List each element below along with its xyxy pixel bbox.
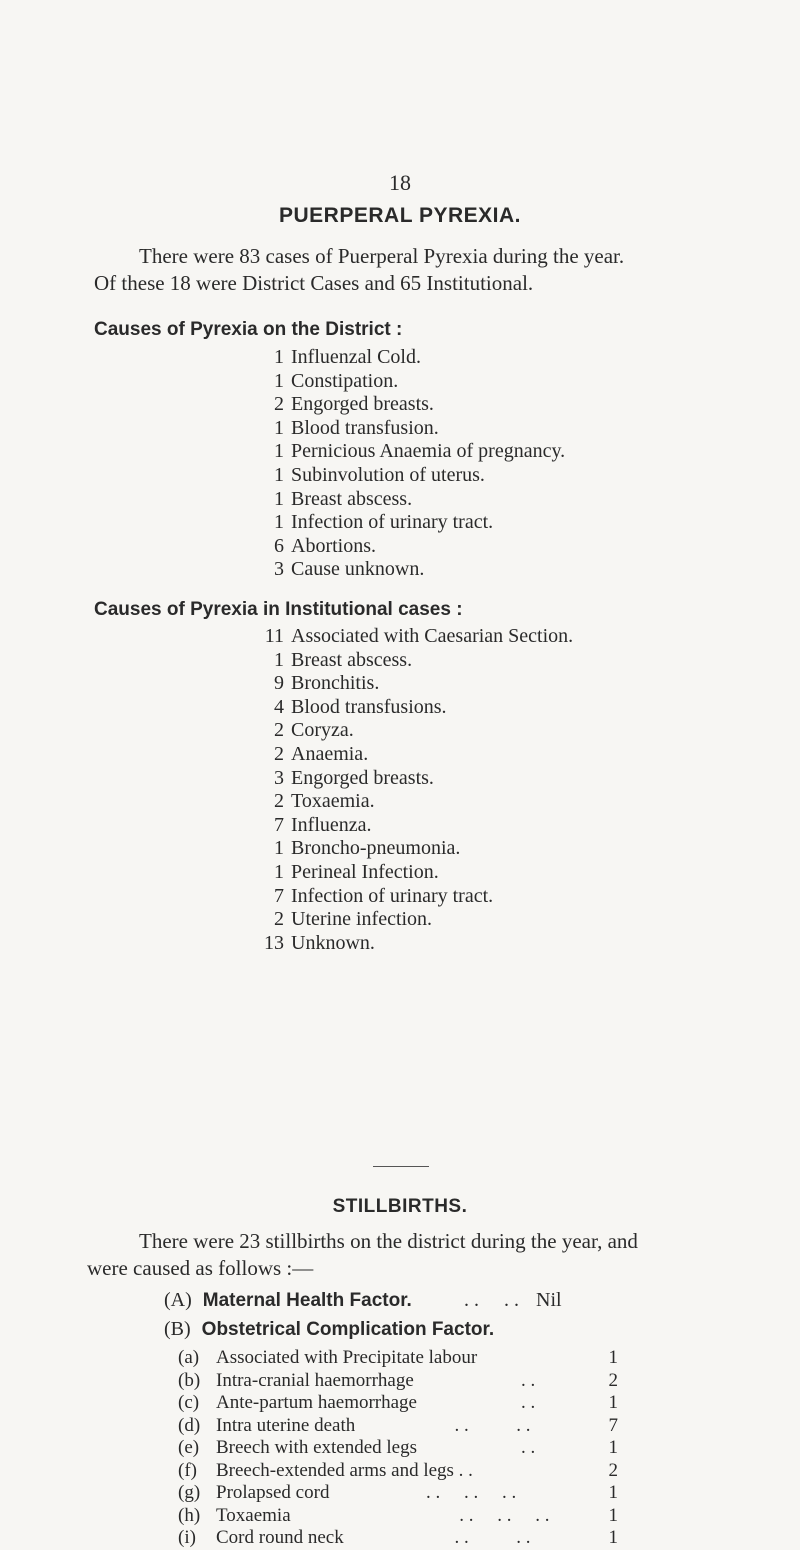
list-item (264, 417, 565, 441)
list-item (264, 464, 565, 488)
factor-b-letter: (B) (164, 1318, 191, 1340)
case-cause: Blood transfusion. (291, 416, 439, 439)
leader-dots: . . (426, 1437, 536, 1458)
case-count: 2 (274, 742, 284, 765)
list-item (264, 696, 573, 720)
list-item (264, 743, 573, 767)
list-item (264, 672, 573, 696)
case-count: 1 (274, 837, 284, 860)
cause-text: Breech-extended arms and legs . . (216, 1459, 473, 1481)
leader-dots: . . (426, 1392, 536, 1413)
case-cause: Infection of urinary tract. (291, 884, 494, 907)
list-item (264, 649, 573, 673)
puerperal-pyrexia-title: PUERPERAL PYREXIA. (279, 204, 521, 227)
cause-letter: (b) (178, 1369, 201, 1391)
stillbirths-intro (87, 1228, 754, 1282)
case-count: 7 (274, 813, 284, 836)
case-cause: Perineal Infection. (291, 860, 439, 883)
case-count: 6 (274, 534, 284, 557)
list-item (264, 719, 573, 743)
puerperal-intro-line-1: There were 83 cases of Puerperal Pyrexia during the year. (139, 244, 625, 268)
case-count: 1 (274, 463, 284, 486)
case-count: 1 (274, 511, 284, 534)
list-item (264, 346, 565, 370)
list-item (264, 511, 565, 535)
case-count: 1 (274, 416, 284, 439)
puerperal-intro (94, 243, 754, 297)
cause-text: Cord round neck (216, 1527, 344, 1548)
cause-text: Intra-cranial haemorrhage (216, 1369, 414, 1391)
list-item (264, 767, 573, 791)
case-cause: Bronchitis. (291, 672, 380, 695)
table-row (178, 1505, 698, 1528)
case-count: 2 (274, 908, 284, 931)
case-cause: Constipation. (291, 369, 399, 392)
case-count: 3 (274, 558, 284, 581)
case-cause: Breast abscess. (291, 648, 413, 671)
list-item (264, 790, 573, 814)
list-item (264, 625, 573, 649)
cause-count: 7 (608, 1414, 618, 1436)
cause-text: Toxaemia (216, 1504, 291, 1526)
obstetrical-complication-factor (164, 1318, 494, 1341)
case-cause: Abortions. (291, 534, 376, 557)
case-cause: Influenza. (291, 813, 372, 836)
case-cause: Unknown. (291, 931, 375, 954)
table-row (178, 1460, 698, 1483)
list-item (264, 885, 573, 909)
stillbirths-title: STILLBIRTHS. (332, 1196, 468, 1217)
district-causes-heading: Causes of Pyrexia on the District : (94, 319, 403, 340)
list-item (264, 558, 565, 582)
leader-dots: . . . . (426, 1414, 531, 1436)
case-cause: Broncho-pneumonia. (291, 837, 461, 860)
cause-letter: (g) (178, 1482, 201, 1503)
factor-a-letter: (A) (164, 1289, 192, 1311)
case-count: 7 (274, 884, 284, 907)
cause-count: 1 (608, 1527, 618, 1548)
case-count: 1 (274, 346, 284, 368)
case-cause: Infection of urinary tract. (291, 511, 494, 534)
leader-dots: . . (426, 1369, 536, 1391)
case-count: 13 (264, 931, 284, 954)
page-number: 18 (389, 170, 411, 195)
leader-dots: . . . . (426, 1527, 531, 1548)
table-row (178, 1347, 698, 1370)
cause-letter: (a) (178, 1347, 200, 1368)
case-count: 1 (274, 440, 284, 463)
case-count: 1 (274, 860, 284, 883)
cause-count: 1 (608, 1437, 618, 1458)
district-causes-list (264, 346, 565, 582)
cause-text: Intra uterine death (216, 1414, 356, 1436)
stillbirths-intro-line-2: were caused as follows :— (87, 1256, 314, 1280)
list-item (264, 814, 573, 838)
case-cause: Coryza. (291, 719, 354, 742)
case-count: 11 (264, 625, 284, 647)
case-cause: Pernicious Anaemia of pregnancy. (291, 440, 566, 463)
cause-count: 1 (608, 1482, 618, 1503)
cause-count: 1 (608, 1392, 618, 1413)
case-count: 4 (274, 695, 284, 718)
case-count: 1 (274, 369, 284, 392)
table-row (178, 1415, 698, 1438)
case-count: 1 (274, 648, 284, 671)
list-item (264, 488, 565, 512)
section-divider (373, 1166, 429, 1167)
table-row (178, 1392, 698, 1415)
cause-text: Associated with Precipitate labour (216, 1347, 478, 1368)
case-cause: Engorged breasts. (291, 393, 434, 416)
case-cause: Subinvolution of uterus. (291, 463, 485, 486)
factor-b-label: Obstetrical Complication Factor. (201, 1319, 495, 1340)
table-row (178, 1370, 698, 1393)
case-cause: Blood transfusions. (291, 695, 447, 718)
cause-letter: (d) (178, 1414, 201, 1436)
case-cause: Influenzal Cold. (291, 346, 421, 368)
case-count: 9 (274, 672, 284, 695)
cause-letter: (e) (178, 1437, 200, 1458)
stillbirths-intro-line-1: There were 23 stillbirths on the district during the year, and (139, 1229, 638, 1253)
cause-text: Breech with extended legs (216, 1437, 418, 1458)
leader-dots: . . . . . . (426, 1504, 550, 1526)
table-row (178, 1437, 698, 1460)
case-cause: Uterine infection. (291, 908, 433, 931)
institutional-causes-list (264, 625, 573, 955)
case-count: 3 (274, 766, 284, 789)
maternal-health-factor (164, 1289, 562, 1312)
case-cause: Breast abscess. (291, 487, 413, 510)
list-item (264, 370, 565, 394)
cause-count: 2 (608, 1459, 618, 1481)
institutional-causes-heading: Causes of Pyrexia in Institutional cases : (94, 599, 463, 620)
case-cause: Associated with Caesarian Section. (291, 625, 574, 647)
list-item (264, 861, 573, 885)
cause-text: Ante-partum haemorrhage (216, 1392, 417, 1413)
factor-a-label: Maternal Health Factor. (202, 1290, 412, 1311)
case-cause: Toxaemia. (291, 790, 375, 813)
list-item (264, 535, 565, 559)
list-item (264, 908, 573, 932)
leader-dots: . . . . . . (426, 1482, 517, 1503)
list-item (264, 837, 573, 861)
cause-count: 1 (608, 1347, 618, 1368)
cause-letter: (i) (178, 1527, 196, 1548)
cause-count: 2 (608, 1369, 618, 1391)
cause-letter: (h) (178, 1504, 201, 1526)
stillbirth-causes-list (178, 1347, 698, 1550)
case-cause: Cause unknown. (291, 558, 425, 581)
cause-count: 1 (608, 1504, 618, 1526)
case-count: 2 (274, 393, 284, 416)
case-cause: Anaemia. (291, 742, 369, 765)
list-item (264, 440, 565, 464)
cause-letter: (c) (178, 1392, 200, 1413)
case-cause: Engorged breasts. (291, 766, 434, 789)
case-count: 2 (274, 790, 284, 813)
list-item (264, 393, 565, 417)
case-count: 2 (274, 719, 284, 742)
cause-text: Prolapsed cord (216, 1482, 330, 1503)
table-row (178, 1527, 698, 1550)
puerperal-intro-line-2: Of these 18 were District Cases and 65 Institutional. (94, 271, 534, 295)
factor-a-value: Nil (536, 1289, 562, 1311)
table-row (178, 1482, 698, 1505)
cause-letter: (f) (178, 1459, 197, 1481)
case-count: 1 (274, 487, 284, 510)
list-item (264, 932, 573, 956)
factor-a-leader-dots: . . . . (464, 1289, 519, 1311)
